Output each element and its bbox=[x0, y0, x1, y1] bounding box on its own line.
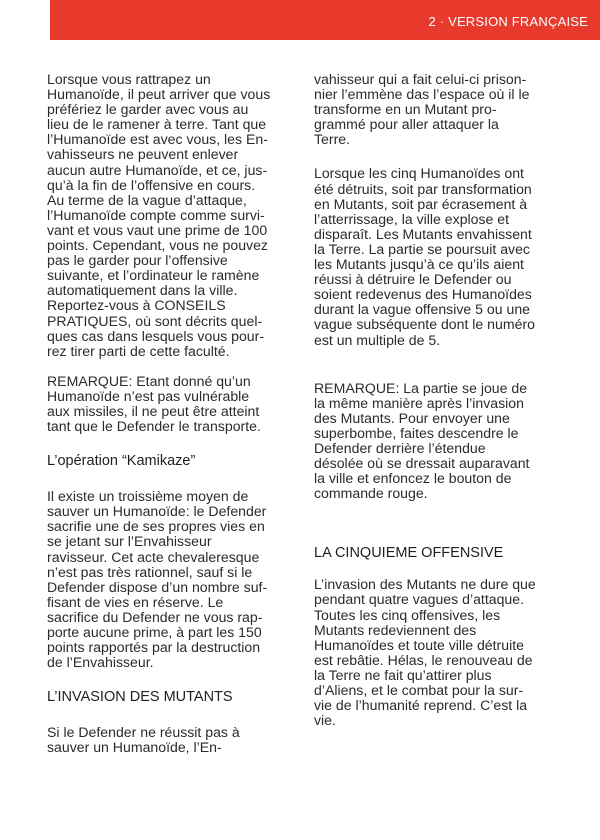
text-line: transforme en un Mutant pro- bbox=[314, 101, 497, 118]
text-line: vahisseurs ne peuvent enlever bbox=[47, 146, 239, 163]
text-line: soient redevenus des Humanoïdes bbox=[314, 286, 532, 303]
text-line: qu’à la fin de l’offensive en cours. bbox=[47, 176, 256, 193]
text-line: Defender derrière l’étendue bbox=[314, 439, 486, 456]
remark-paragraph bbox=[47, 374, 297, 434]
text-line: Mutants redeviennent des bbox=[314, 621, 477, 638]
text-line: disparaît. Les Mutants envahissent bbox=[314, 225, 532, 242]
text-line: Il existe un troissième moyen de bbox=[47, 488, 249, 505]
paragraph bbox=[47, 72, 297, 359]
text-line: Lorsque les cinq Humanoïdes ont bbox=[314, 165, 524, 182]
text-line: vahisseur qui a fait celui-ci prison- bbox=[314, 71, 527, 87]
section-heading-mutants: L’INVASION DES MUTANTS bbox=[47, 689, 233, 706]
text-line: la Terre. La partie se poursuit avec bbox=[314, 240, 530, 257]
text-line: ques cas dans lesquels vous pour- bbox=[47, 327, 265, 344]
text-line: sauver un Humanoïde, l’En- bbox=[47, 739, 222, 756]
text-line: vant et vous vaut une prime de 100 bbox=[47, 221, 268, 238]
text-line: lieu de le ramener à terre. Tant que bbox=[47, 116, 267, 133]
text-line: nier l’emmène das l’espace où il le bbox=[314, 86, 530, 103]
text-line: Humanoïde, il peut arriver que vous bbox=[47, 86, 271, 103]
text-line: REMARQUE: Etant donné qu’un bbox=[47, 372, 251, 389]
left-column bbox=[47, 72, 297, 755]
text-line: vague subséquente dont le numéro bbox=[314, 316, 535, 333]
header-band bbox=[50, 0, 600, 40]
text-line: L’invasion des Mutants ne dure que bbox=[314, 576, 536, 593]
text-line: les Mutants jusqu’à ce qu’ils aient bbox=[314, 256, 524, 273]
text-line: vie. bbox=[314, 712, 336, 729]
text-line: aux missiles, il ne peut être atteint bbox=[47, 402, 260, 419]
text-line: Humanoïde n’est pas vulnérable bbox=[47, 387, 250, 404]
text-line: Si le Defender ne réussit pas à bbox=[47, 724, 240, 741]
text-line: Toutes les cinq offensives, les bbox=[314, 606, 501, 623]
text-line: la même manière après l’invasion bbox=[314, 394, 524, 411]
text-line: sacrifie une de ses propres vies en bbox=[47, 518, 265, 535]
text-line: Terre. bbox=[314, 131, 351, 148]
text-line: sacrifice du Defender ne vous rap- bbox=[47, 608, 263, 625]
text-line: Defender dispose d’un nombre suf- bbox=[47, 578, 268, 595]
text-line: Lorsque vous rattrapez un bbox=[47, 71, 211, 87]
text-line: la Terre ne fait qu’attirer plus bbox=[314, 666, 492, 683]
text-line: durant la vague offensive 5 ou une bbox=[314, 301, 531, 318]
text-line: REMARQUE: La partie se joue de bbox=[314, 379, 528, 396]
section-heading-kamikaze: L’opération “Kamikaze” bbox=[47, 453, 196, 470]
text-line: points. Cependant, vous ne pouvez bbox=[47, 237, 268, 254]
paragraph bbox=[314, 166, 564, 347]
text-line: n’est pas très rationnel, sauf si le bbox=[47, 563, 253, 580]
paragraph bbox=[314, 72, 564, 147]
paragraph bbox=[47, 725, 297, 755]
text-line: Reportez-vous à CONSEILS bbox=[47, 297, 226, 314]
text-line: aucun autre Humanoïde, et ce, jus- bbox=[47, 161, 268, 178]
text-line: Humanoïdes et toute ville détruite bbox=[314, 636, 524, 653]
right-column bbox=[314, 72, 564, 728]
text-line: sauver un Humanoïde: le Defender bbox=[47, 503, 267, 520]
text-line: points rapportés par la destruction bbox=[47, 639, 261, 656]
text-line: de l’Envahisseur. bbox=[47, 654, 154, 671]
text-line: est rebâtie. Hélas, le renouveau de bbox=[314, 651, 533, 668]
text-line: porte aucune prime, à part les 150 bbox=[47, 624, 262, 640]
text-line: désolée où se dressait auparavant bbox=[314, 455, 530, 472]
paragraph bbox=[314, 577, 564, 728]
text-line: fisant de vies en réserve. Le bbox=[47, 593, 224, 610]
text-line: réussi à détruire le Defender ou bbox=[314, 271, 512, 288]
text-line: est un multiple de 5. bbox=[314, 331, 441, 348]
text-line: Au terme de la vague d’attaque, bbox=[47, 191, 247, 208]
text-line: grammé pour aller attaquer la bbox=[314, 116, 499, 133]
text-line: vie de l’humanité reprend. C’est la bbox=[314, 697, 528, 714]
text-line: d’Aliens, et le combat pour la sur- bbox=[314, 682, 524, 698]
text-line: préfériez le garder avec vous au bbox=[47, 101, 249, 118]
text-line: se jetant sur l’Envahisseur bbox=[47, 533, 212, 550]
paragraph bbox=[47, 489, 297, 670]
text-line: l’Humanoïde est avec vous, les En- bbox=[47, 131, 268, 148]
section-heading-cinquieme: LA CINQUIEME OFFENSIVE bbox=[314, 545, 504, 562]
text-line: ravisseur. Cet acte chevaleresque bbox=[47, 548, 260, 565]
text-line: des Mutants. Pour envoyer une bbox=[314, 409, 510, 426]
text-line: commande rouge. bbox=[314, 485, 428, 502]
text-line: suivante, et l’ordinateur le ramène bbox=[47, 267, 260, 284]
text-line: automatiquement dans la ville. bbox=[47, 282, 238, 299]
text-line: l’Humanoïde compte comme survi- bbox=[47, 206, 265, 223]
section-title: 2 · VERSION FRANÇAISE bbox=[428, 14, 588, 29]
text-line: en Mutants, soit par écrasement à bbox=[314, 195, 528, 212]
text-line: la ville et enfoncez le bouton de bbox=[314, 470, 512, 487]
text-line: pendant quatre vagues d’attaque. bbox=[314, 591, 525, 608]
remark-paragraph bbox=[314, 381, 564, 502]
text-line: été détruits, soit par transformation bbox=[314, 180, 532, 197]
text-line: pas le garder pour l’offensive bbox=[47, 252, 228, 269]
text-line: l’atterrissage, la ville explose et bbox=[314, 210, 510, 227]
text-line: superbombe, faites descendre le bbox=[314, 424, 519, 441]
text-line: PRATIQUES, où sont décrits quel- bbox=[47, 312, 263, 329]
text-line: rez tirer parti de cette faculté. bbox=[47, 342, 230, 359]
text-line: tant que le Defender le transporte. bbox=[47, 418, 261, 435]
